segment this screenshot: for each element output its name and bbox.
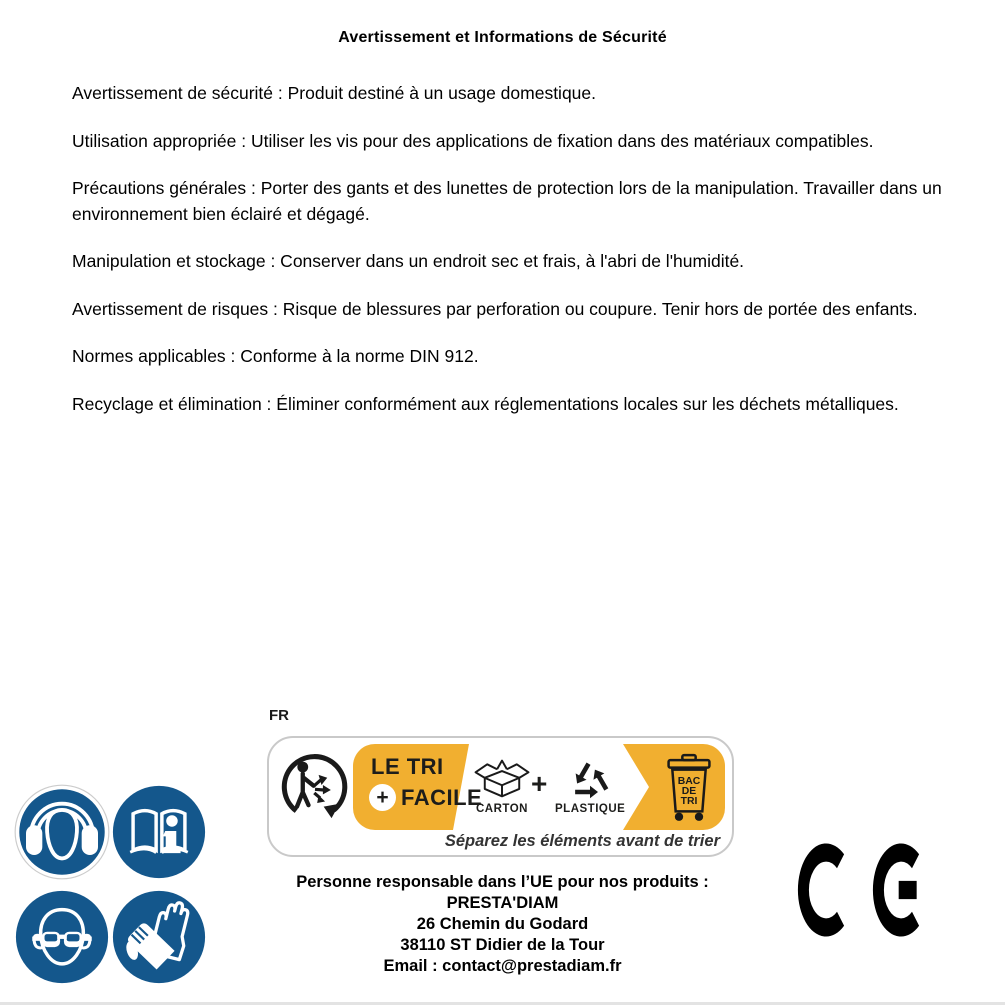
address-line: 26 Chemin du Godard [416, 915, 589, 933]
country-code-label: FR [269, 707, 289, 724]
ce-letter-e [872, 842, 930, 938]
ear-protection-icon [14, 784, 110, 880]
sorting-caption: Séparez les éléments avant de trier [444, 832, 720, 850]
safety-paragraph: Manipulation et stockage : Conserver dans un endroit sec et frais, à l'abri de l'humidité. [72, 251, 745, 271]
safety-paragraph: Normes applicables : Conforme à la norme DIN 912. [72, 346, 479, 366]
bin-label-line: TRI [680, 795, 698, 807]
recycling-triangle-icon [565, 752, 615, 800]
safety-paragraph: Utilisation appropriée : Utiliser les vis pour des applications de fixation dans des matériaux compatibles. [72, 130, 874, 151]
ce-letter-c [797, 842, 855, 938]
triman-recycling-icon [279, 745, 351, 825]
le-tri-facile-wordmark [369, 756, 482, 811]
ce-mark-logo [797, 842, 930, 938]
read-manual-icon [111, 784, 207, 880]
cardboard-box-icon [471, 752, 533, 800]
material-plastique [555, 752, 625, 815]
safety-paragraph: Avertissement de sécurité : Produit destiné à un usage domestique. [72, 83, 597, 103]
plus-circle-icon: + [369, 784, 396, 811]
carton-label: CARTON [476, 803, 528, 815]
sorting-bin-icon [663, 753, 715, 823]
safety-paragraphs [72, 81, 969, 439]
le-tri-text: LE TRI [371, 754, 444, 779]
bin-label-line: BAC [677, 775, 701, 787]
safety-paragraph: Avertissement de risques : Risque de blessures par perforation ou coupure. Tenir hors de portée des enfants. [72, 298, 918, 319]
address-line: 38110 ST Didier de la Tour [400, 936, 605, 954]
le-tri-facile-banner [353, 744, 725, 830]
facile-text: FACILE [401, 784, 483, 810]
plus-separator: + [531, 768, 548, 799]
page-title: Avertissement et Informations de Sécurité [338, 29, 667, 46]
info-tri-logo [267, 736, 734, 857]
email-line: Email : contact@prestadiam.fr [383, 957, 622, 975]
plastique-label: PLASTIQUE [555, 803, 626, 815]
material-carton [467, 752, 537, 815]
safety-paragraph: Précautions générales : Porter des gants et des lunettes de protection lors de la manipulation. Travailler dans un environnement bien éclairé et dégagé. [72, 178, 942, 224]
responsible-intro: Personne responsable dans l’UE pour nos produits : [296, 873, 709, 891]
company-name: PRESTA'DIAM [446, 894, 559, 912]
safety-paragraph: Recyclage et élimination : Éliminer conformément aux réglementations locales sur les déchets métalliques. [72, 393, 899, 414]
bin-label-line: DE [681, 785, 697, 797]
